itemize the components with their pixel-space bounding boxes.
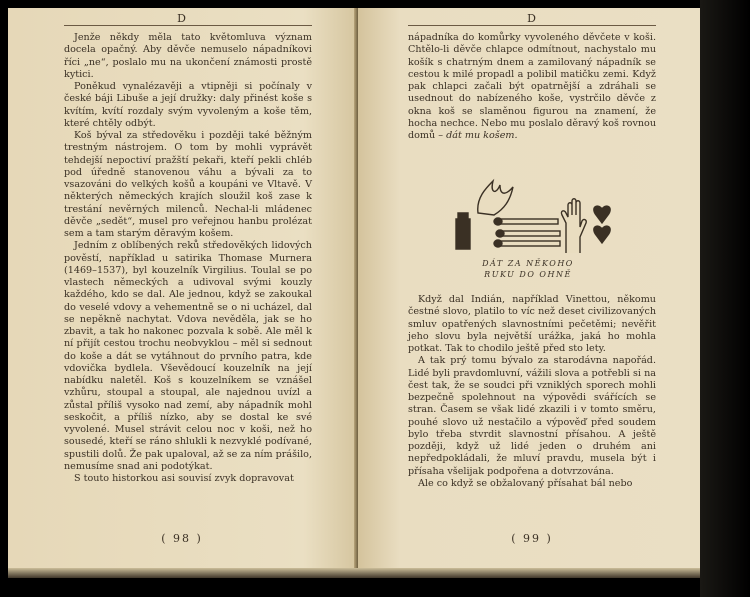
paragraph: Jenže někdy měla tato květomluva význam docela opačný. Aby děvče nemuselo nápadníkovi říci „ne“, poslalo mu na ukončení známosti prostě kytici. xyxy=(64,32,312,80)
running-head: D xyxy=(177,12,187,25)
paragraph: Když dal Indián, například Vinettou, někomu čestné slovo, platilo to víc než deset civilizovaných smluv opatřených slavnostními pečetěmi; nevěřit jeho slovu byla největší urážka, jaká ho mohla potkat. Tak to chodilo ještě před sto lety. xyxy=(408,294,656,354)
idiom-phrase: dát mu košem. xyxy=(446,130,518,141)
paragraph: Ale co když se obžalovaný přísahat bál nebo xyxy=(418,477,633,489)
paragraph: Koš býval za středověku i později také běžným trestným nástrojem. O tom by mohli vyprávět tehdejší nepoctiví pražští pekaři, kteří pekli chléb pod úředně stanovenou váhu a bývali za to vsazováni do velkých košů a koupáni ve Vltavě. V některých německých krajích sloužil koš zase k trestání nevěrných milenců. Nechal-li mládenec děvče „sedět“, musel pro veřejnou hanbu prolézat sem a tam starým děravým košem. xyxy=(64,130,312,239)
right-page xyxy=(358,8,706,576)
hand-in-fire-illustration xyxy=(438,173,618,253)
left-page-text xyxy=(64,32,312,485)
caption-line: DÁT ZA NĚKOHO xyxy=(482,259,574,268)
right-page-bottom-text xyxy=(408,294,656,490)
paragraph: A tak prý tomu bývalo za starodávna napořád. Lidé byli pravdomluvní, vážili slova a potřebli si na čest tak, že se soudci při vzniklých sporech mohli bezpečně spolehnout na výpovědi svářících se stran. Časem se však lidé zkazili i v tomto směru, pouhé slovo už nestačilo a výpověď před soudem bylo třeba stvrdit slavnostní přísahou. A ještě později, když už lidé jeden o druhém ani nepředpokládali, že mluví pravdu, musela být i přísaha všelijak podpořena a dotvrzována. xyxy=(408,355,656,477)
paragraph: Poněkud vynalézavěji a vtipněji si počínaly v české báji Libuše a její družky: daly přinést koše s kvítím, kvítí rozdaly svým vyvoleným a koše těm, které chtěly odbýt. xyxy=(64,81,312,129)
paragraph xyxy=(408,32,656,142)
head-rule xyxy=(408,25,656,26)
paragraph-text: nápadníka do komůrky vyvoleného děvčete v koši. Chtělo-li děvče chlapce odmítnout, nachystalo mu košík s chatrným dnem a zamilovaný nápadník se cestou k milé propadl a polibil matičku zemi. Když pak chlapci začali být opatrnější a zdráhali se usednout do nabízeného koše, vystrčilo děvče z okna koš se slaměnou figurou na znamení, že hocha nechce. Nebo mu poslalo děravý koš rovnou domů – xyxy=(408,32,656,141)
open-book xyxy=(8,8,708,578)
paragraph: S touto historkou asi souvisí zvyk dopravovat xyxy=(74,473,294,484)
illustration-caption xyxy=(448,258,608,280)
left-page xyxy=(8,8,356,576)
running-head: D xyxy=(527,12,537,25)
page-number: ( 99 ) xyxy=(511,532,553,545)
head-rule xyxy=(64,25,312,26)
paragraph: Jedním z oblíbených reků středověkých lidových pověstí, například u satirika Thomase Murnera (1469–1537), byl kouzelník Virgilius. Toulal se po vlastech německých a udivoval svými kouzly každého, kdo se dal. Ale jednou, když se zakoukal do veselé vdovy a vehementně se o ni ucházel, dal se nepěkně nachytat. Vdova nevěděla, jak se ho zbavit, a tak ho nakonec pozvala k sobě. Ale měl k ní přijít cestou trochu neobvyklou – měl si sednout do koše a dát se vytáhnout do prvního patra, kde vdovička bydlela. Vševědoucí kouzelník na její nabídku naletěl. Koš s kouzelníkem se vznášel vzhůru, stoupal a stoupal, ale najednou uvízl a zůstal příliš vysoko nad zemí, aby nápadník mohl seskočit, a příliš nízko, aby se dostal ke své vyvolené. Musel strávit celou noc v koši, než ho sousedé, kteří se ráno shlukli k nezvyklé podívané, spustili dolů. Že pak upaloval, až se za ním prášilo, nemusíme snad ani podotýkat. xyxy=(64,240,312,472)
page-edge xyxy=(8,568,708,578)
right-page-top-text xyxy=(408,32,656,142)
background-shadow xyxy=(700,0,750,597)
caption-line: RUKU DO OHNĚ xyxy=(484,270,572,279)
page-number: ( 98 ) xyxy=(161,532,203,545)
